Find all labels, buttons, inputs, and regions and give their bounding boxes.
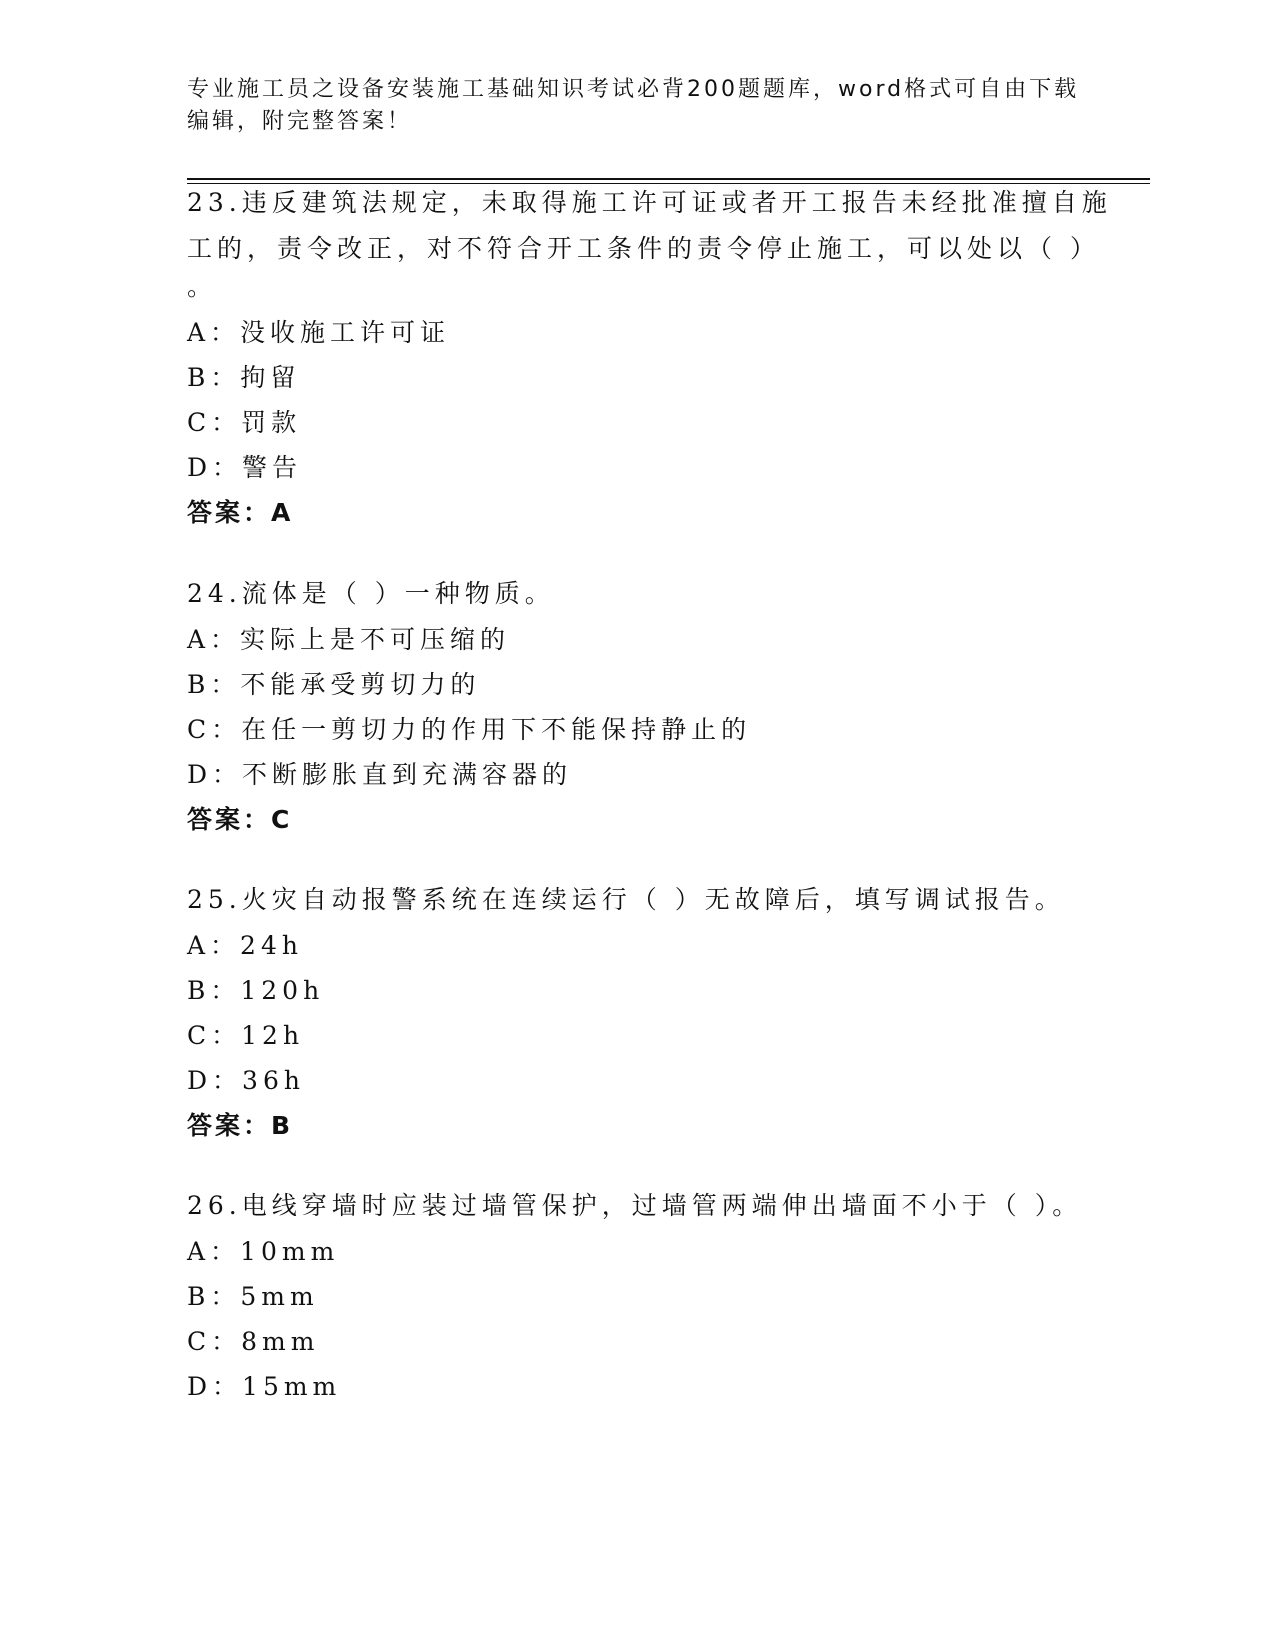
option-c: C：罚款 [187, 408, 302, 437]
option-a: A：没收施工许可证 [187, 318, 451, 347]
option-d: D：36h [187, 1066, 305, 1095]
question-stem-line: 26.电线穿墙时应装过墙管保护，过墙管两端伸出墙面不小于（ ）。 [187, 1191, 1083, 1220]
question-stem [187, 877, 1087, 923]
answer-line: 答案：C [187, 805, 293, 834]
option-a: A：10mm [187, 1237, 340, 1266]
question-stem-line: 工的，责令改正，对不符合开工条件的责令停止施工，可以处以（ ） [187, 234, 1100, 263]
question-stem-line: 。 [187, 272, 218, 301]
option-a: A：实际上是不可压缩的 [187, 625, 511, 654]
question-26 [187, 1183, 1087, 1409]
answer-line: 答案：B [187, 1111, 294, 1140]
option-b: B：5mm [187, 1282, 319, 1311]
option-b: B：拘留 [187, 363, 301, 392]
option-d: D：不断膨胀直到充满容器的 [187, 760, 573, 789]
header-line-1: 专业施工员之设备安装施工基础知识考试必背200题题库，word格式可自由下载 [187, 77, 1080, 102]
question-stem-line: 24.流体是（ ）一种物质。 [187, 579, 555, 608]
option-d: D：15mm [187, 1372, 342, 1401]
question-stem-line: 23.违反建筑法规定，未取得施工许可证或者开工报告未经批准擅自施 [187, 188, 1112, 217]
option-c: C：12h [187, 1021, 305, 1050]
option-b: B：120h [187, 976, 325, 1005]
question-25 [187, 877, 1087, 1149]
question-stem [187, 180, 1112, 310]
option-a: A：24h [187, 931, 303, 960]
document-header [187, 74, 1087, 138]
question-stem-line: 25.火灾自动报警系统在连续运行（ ）无故障后，填写调试报告。 [187, 885, 1065, 914]
answer-line: 答案：A [187, 498, 294, 527]
option-c: C：8mm [187, 1327, 320, 1356]
question-24 [187, 571, 1087, 843]
option-d: D：警告 [187, 453, 303, 482]
option-c: C：在任一剪切力的作用下不能保持静止的 [187, 715, 752, 744]
question-stem [187, 571, 1087, 617]
option-b: B：不能承受剪切力的 [187, 670, 481, 699]
header-line-2: 编辑，附完整答案！ [187, 109, 413, 134]
question-23 [187, 180, 1112, 536]
question-stem [187, 1183, 1087, 1229]
